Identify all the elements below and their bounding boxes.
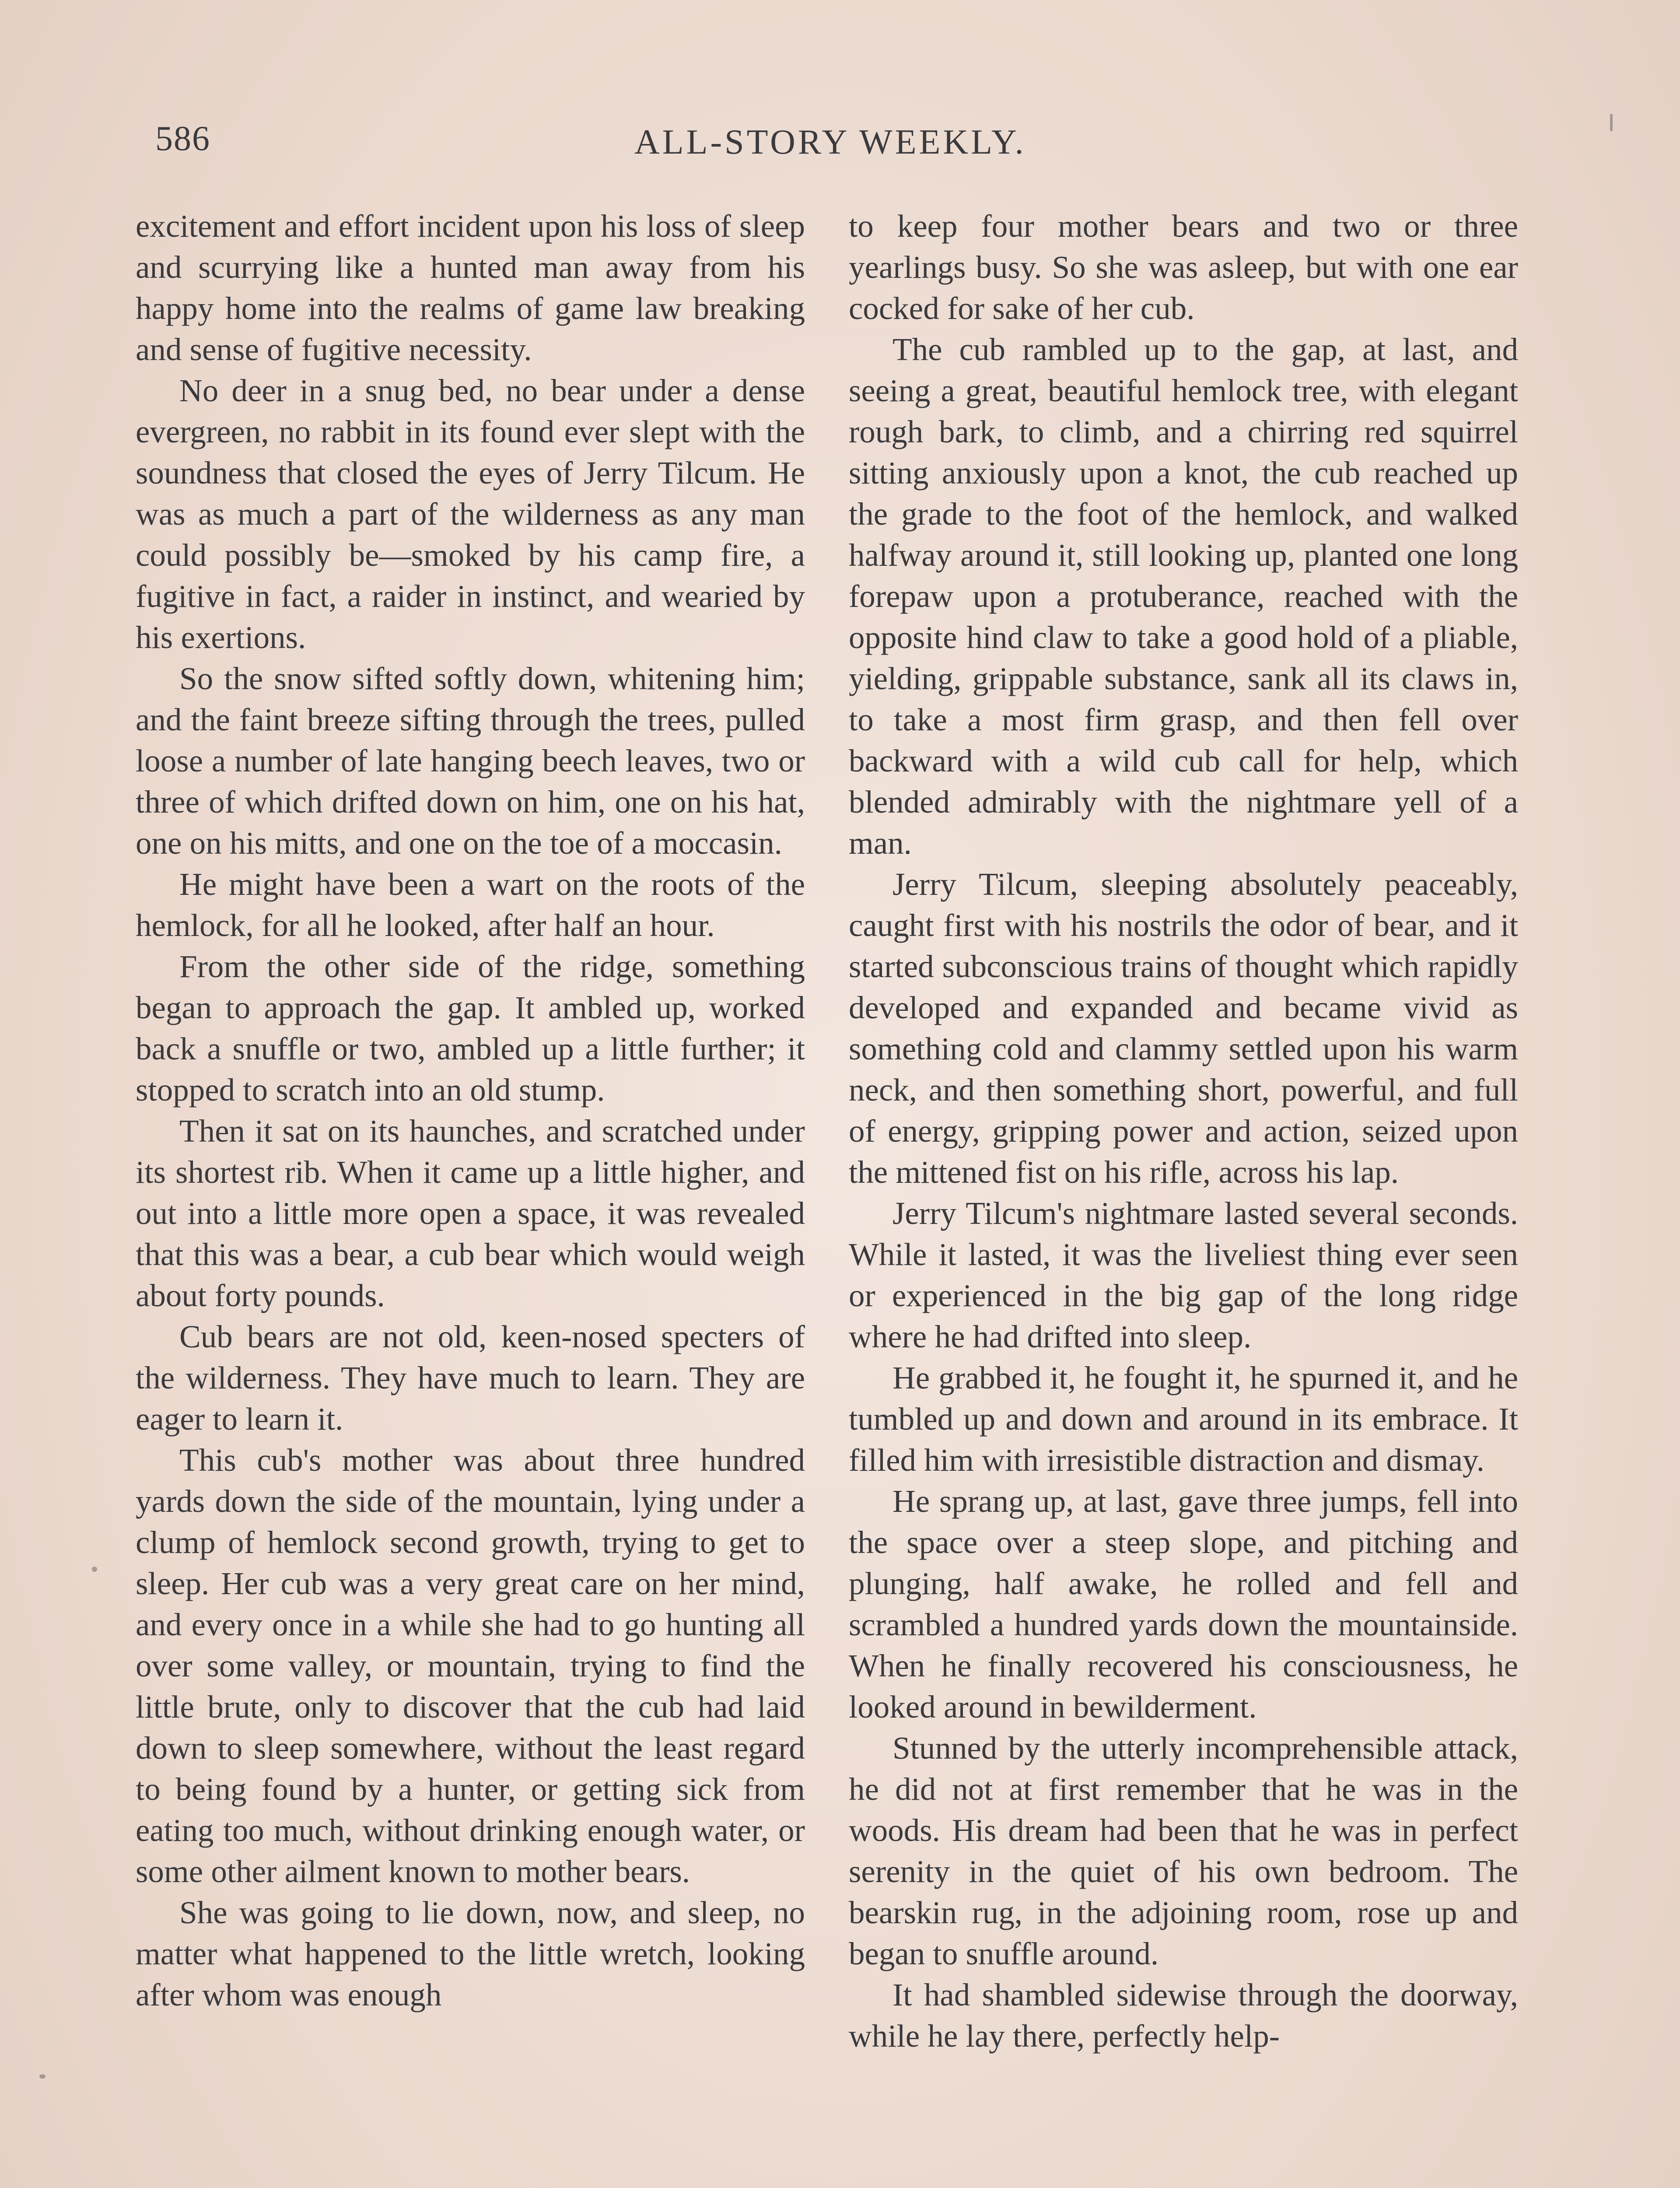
running-head: ALL-STORY WEEKLY. [634, 123, 1026, 161]
paragraph: excitement and effort incident upon his loss of sleep and scurrying like a hunted man away from his happy home into the realms of game law breaking and sense of fugitive necessity. [136, 208, 805, 367]
paragraph: The cub rambled up to the gap, at last, and seeing a great, beautiful hemlock tree, with elegant rough bark, to climb, and a chirring red squirrel sitting anxiously upon a knot, the cub reached up the grade to the foot of the hemlock, and walked halfway around it, still looking up, planted one long forepaw upon a protuberance, reached with the opposite hind claw to take a good hold of a pliable, yielding, grippable substance, sank all its claws in, to take a most firm grasp, and then fell over backward with a wild cub call for help, which blended admirably with the nightmare yell of a man. [849, 332, 1518, 861]
paragraph: From the other side of the ridge, something began to approach the gap. It ambled up, worked back a snuffle or two, ambled up a little further; it stopped to scratch into an old stump. [136, 949, 805, 1108]
print-speck [92, 1567, 97, 1572]
paragraph: Jerry Tilcum, sleeping absolutely peaceably, caught first with his nostrils the odor of bear, and it started subconscious trains of thought which rapidly developed and expanded and became vivid as something cold and clammy settled upon his warm neck, and then something short, powerful, and full of energy, gripping power and action, seized upon the mittened fist on his rifle, across his lap. [849, 866, 1518, 1190]
paragraph: He might have been a wart on the roots of the hemlock, for all he looked, after half an hour. [136, 866, 805, 943]
print-speck [39, 2074, 46, 2079]
paragraph: It had shambled sidewise through the doorway, while he lay there, perfectly help- [849, 1977, 1518, 2054]
left-column [136, 206, 805, 2016]
paragraph: He grabbed it, he fought it, he spurned it, and he tumbled up and down and around in its embrace. It filled him with irresistible distraction and dismay. [849, 1360, 1518, 1478]
paragraph: So the snow sifted softly down, whitening him; and the faint breeze sifting through the trees, pulled loose a number of late hanging beech leaves, two or three of which drifted down on him, one on his hat, one on his mitts, and one on the toe of a moccasin. [136, 661, 805, 861]
paragraph: No deer in a snug bed, no bear under a dense evergreen, no rabbit in its found ever slept with the soundness that closed the eyes of Jerry Tilcum. He was as much a part of the wilderness as any man could possibly be—smoked by his camp fire, a fugitive in fact, a raider in instinct, and wearied by his exertions. [136, 373, 805, 655]
paragraph: He sprang up, at last, gave three jumps, fell into the space over a steep slope, and pitching and plunging, half awake, he rolled and fell and scrambled a hundred yards down the mountainside. When he finally recovered his consciousness, he looked around in bewilderment. [849, 1483, 1518, 1725]
page-number: 586 [155, 119, 210, 158]
paragraph: Then it sat on its haunches, and scratched under its shortest rib. When it came up a little higher, and out into a little more open a space, it was revealed that this was a bear, a cub bear which would weigh about forty pounds. [136, 1113, 805, 1313]
paragraph: Stunned by the utterly incomprehensible attack, he did not at first remember that he was in the woods. His dream had been that he was in perfect serenity in the quiet of his own bedroom. The bearskin rug, in the adjoining room, rose up and began to snuffle around. [849, 1730, 1518, 1971]
paragraph: to keep four mother bears and two or three yearlings busy. So she was asleep, but with one ear cocked for sake of her cub. [849, 208, 1518, 326]
right-column [849, 206, 1518, 2057]
paragraph: She was going to lie down, now, and sleep, no matter what happened to the little wretch, looking after whom was enough [136, 1895, 805, 2013]
paragraph: Cub bears are not old, keen-nosed specters of the wilderness. They have much to learn. They are eager to learn it. [136, 1319, 805, 1437]
paragraph: This cub's mother was about three hundred yards down the side of the mountain, lying under a clump of hemlock second growth, trying to get to sleep. Her cub was a very great care on her mind, and every once in a while she had to go hunting all over some valley, or mountain, trying to find the little brute, only to discover that the cub had laid down to sleep somewhere, without the least regard to being found by a hunter, or getting sick from eating too much, without drinking enough water, or some other ailment known to mother bears. [136, 1442, 805, 1889]
print-speck [1610, 114, 1613, 131]
paragraph: Jerry Tilcum's nightmare lasted several seconds. While it lasted, it was the liveliest thing ever seen or experienced in the big gap of the long ridge where he had drifted into sleep. [849, 1196, 1518, 1354]
